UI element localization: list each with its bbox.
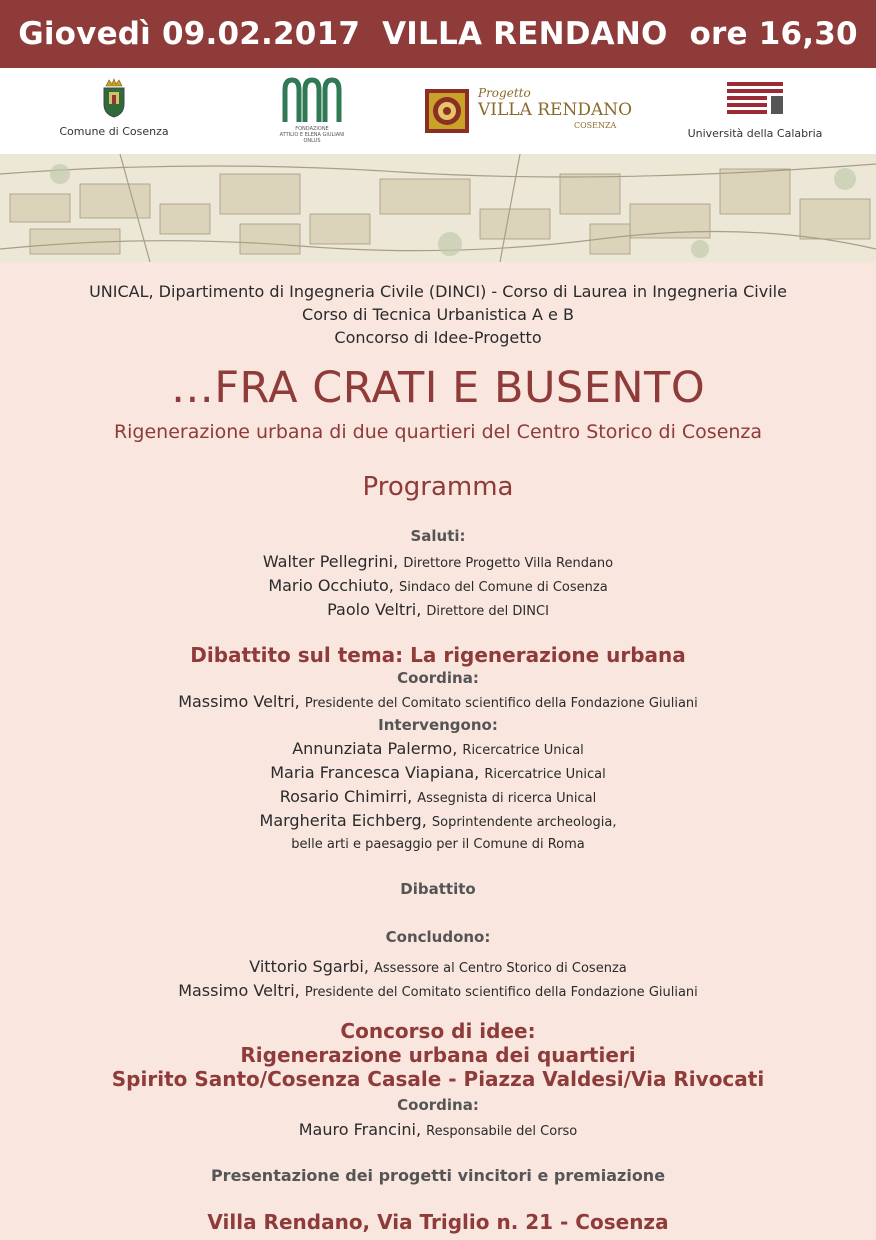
comune-caption: Comune di Cosenza bbox=[59, 125, 169, 138]
unical-caption: Università della Calabria bbox=[687, 127, 823, 140]
person-role: Sindaco del Comune di Cosenza bbox=[398, 580, 608, 595]
person-role: Responsabile del Corso bbox=[426, 1124, 578, 1139]
person-name: Paolo Veltri, bbox=[327, 600, 422, 619]
speaker-role-continuation: belle arti e paesaggio per il Comune di Roma bbox=[291, 837, 585, 852]
person-role: Ricercatrice Unical bbox=[462, 743, 584, 758]
concorso-heading-2: Rigenerazione urbana dei quartieri bbox=[240, 1043, 636, 1067]
intro-line-1: UNICAL, Dipartimento di Ingegneria Civile (DINCI) - Corso di Laurea in Ingegneria Civile bbox=[89, 282, 787, 301]
saluti-person bbox=[0, 552, 876, 571]
concludono-label: Concludono: bbox=[385, 928, 491, 946]
presentazione-text: Presentazione dei progetti vincitori e premiazione bbox=[210, 1166, 666, 1185]
person-name: Mauro Francini, bbox=[298, 1120, 422, 1139]
concorso-coordina-label: Coordina: bbox=[397, 1096, 479, 1114]
person-name: Vittorio Sgarbi, bbox=[249, 957, 369, 976]
event-venue: VILLA RENDANO bbox=[382, 16, 668, 52]
intervengono-label: Intervengono: bbox=[378, 716, 498, 734]
programma-heading: Programma bbox=[362, 472, 514, 502]
fondazione-caption-3: ONLUS bbox=[303, 138, 321, 144]
coat-of-arms-icon bbox=[101, 78, 127, 118]
event-title: …FRA CRATI E BUSENTO bbox=[170, 363, 706, 413]
concorso-heading-1: Concorso di idee: bbox=[340, 1019, 536, 1043]
dibattito-label: Dibattito bbox=[400, 880, 476, 898]
event-subtitle: Rigenerazione urbana di due quartieri del Centro Storico di Cosenza bbox=[113, 421, 763, 443]
speaker bbox=[0, 811, 876, 830]
villa-rendano-line2: VILLA RENDANO bbox=[478, 100, 633, 120]
person-name: Walter Pellegrini, bbox=[262, 552, 399, 571]
concorso-coordinatore bbox=[0, 1120, 876, 1139]
mosaic-icon bbox=[424, 88, 470, 134]
person-role: Direttore del DINCI bbox=[426, 604, 549, 619]
saluti-person bbox=[0, 576, 876, 595]
concludono-person bbox=[0, 957, 876, 976]
coordina-label: Coordina: bbox=[397, 669, 479, 687]
person-name: Massimo Veltri, bbox=[178, 692, 300, 711]
speaker bbox=[0, 739, 876, 758]
speaker bbox=[0, 787, 876, 806]
arches-icon bbox=[280, 76, 344, 122]
person-role: Presidente del Comitato scientifico della Fondazione Giuliani bbox=[304, 985, 698, 1000]
dibattito-tema-heading: Dibattito sul tema: La rigenerazione urbana bbox=[190, 643, 686, 667]
person-role: Presidente del Comitato scientifico della Fondazione Giuliani bbox=[304, 696, 698, 711]
coordinatore bbox=[0, 692, 876, 711]
person-name: Mario Occhiuto, bbox=[268, 576, 394, 595]
saluti-person bbox=[0, 600, 876, 619]
saluti-label: Saluti: bbox=[410, 527, 466, 545]
venue-address: Villa Rendano, Via Triglio n. 21 - Cosenza bbox=[207, 1210, 669, 1234]
event-time: ore 16,30 bbox=[689, 16, 858, 52]
villa-rendano-line1: Progetto bbox=[478, 86, 531, 100]
intro-line-2: Corso di Tecnica Urbanistica A e B bbox=[302, 305, 574, 324]
person-role: Assessore al Centro Storico di Cosenza bbox=[374, 961, 627, 976]
person-name: Rosario Chimirri, bbox=[279, 787, 413, 806]
event-date: Giovedì 09.02.2017 bbox=[18, 16, 361, 52]
intro-line-3: Concorso di Idee-Progetto bbox=[334, 328, 542, 347]
concorso-heading-3: Spirito Santo/Cosenza Casale - Piazza Valdesi/Via Rivocati bbox=[111, 1067, 765, 1091]
person-name: Annunziata Palermo, bbox=[292, 739, 458, 758]
person-role: Ricercatrice Unical bbox=[484, 767, 606, 782]
unical-logo bbox=[670, 80, 840, 140]
person-role: Assegnista di ricerca Unical bbox=[417, 791, 597, 806]
person-role: Soprintendente archeologia, bbox=[431, 815, 617, 830]
historic-map-image bbox=[0, 154, 876, 262]
fondazione-logo bbox=[262, 76, 362, 144]
concludono-person bbox=[0, 981, 876, 1000]
villa-rendano-logo bbox=[424, 86, 633, 138]
fondazione-caption-2: ATTILIO E ELENA GIULIANI bbox=[279, 132, 345, 138]
event-date-banner bbox=[0, 0, 876, 68]
stripes-icon bbox=[725, 80, 785, 120]
person-name: Maria Francesca Viapiana, bbox=[270, 763, 480, 782]
comune-logo bbox=[44, 78, 184, 138]
speaker bbox=[0, 763, 876, 782]
villa-rendano-line3: COSENZA bbox=[574, 121, 617, 130]
person-role: Direttore Progetto Villa Rendano bbox=[403, 556, 614, 571]
person-name: Massimo Veltri, bbox=[178, 981, 300, 1000]
fondazione-caption-1: FONDAZIONE bbox=[295, 126, 329, 132]
person-name: Margherita Eichberg, bbox=[259, 811, 427, 830]
sponsor-logos bbox=[0, 68, 876, 154]
historic-map-banner bbox=[0, 154, 876, 262]
